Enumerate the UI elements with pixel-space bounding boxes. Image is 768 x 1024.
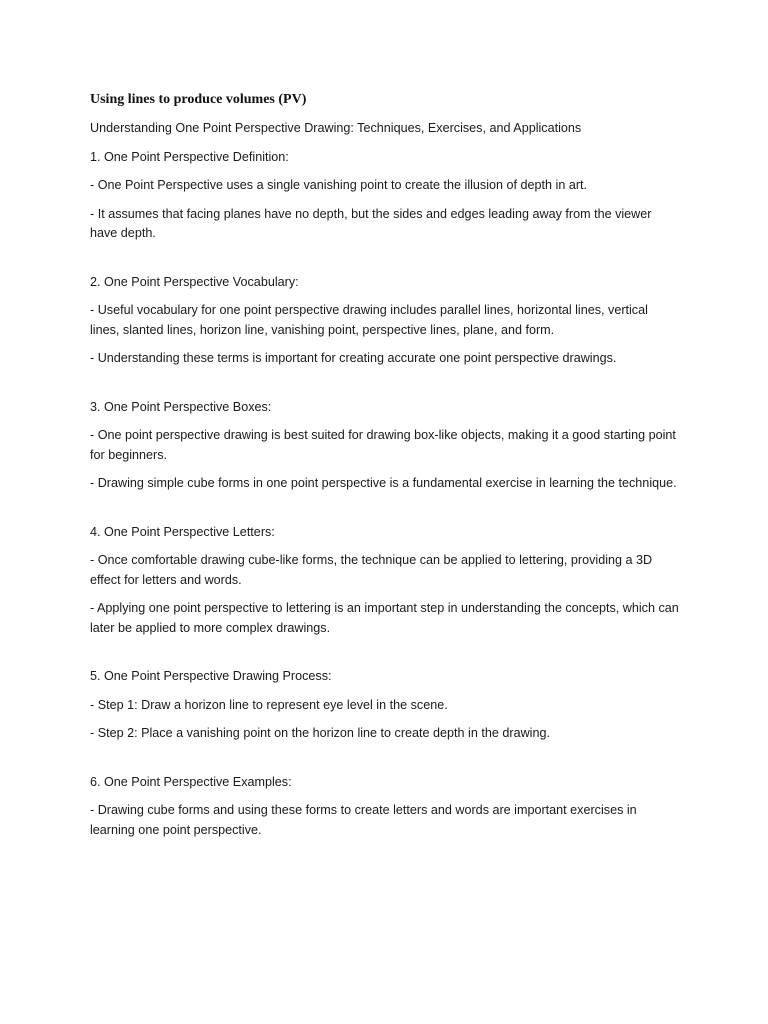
document-body bbox=[90, 90, 680, 849]
section-boxes bbox=[90, 398, 680, 494]
section-examples bbox=[90, 773, 680, 841]
section-paragraph: - Understanding these terms is important for creating accurate one point perspective drawings. bbox=[90, 351, 617, 365]
section-process bbox=[90, 667, 680, 744]
section-heading: 6. One Point Perspective Examples: bbox=[90, 774, 292, 789]
section-paragraph: - One Point Perspective uses a single vanishing point to create the illusion of depth in art. bbox=[90, 178, 588, 192]
section-heading: 3. One Point Perspective Boxes: bbox=[90, 399, 272, 414]
document-subtitle: Understanding One Point Perspective Drawing: Techniques, Exercises, and Applications bbox=[90, 121, 582, 135]
section-heading: 1. One Point Perspective Definition: bbox=[90, 149, 289, 164]
section-paragraph: - Drawing simple cube forms in one point perspective is a fundamental exercise in learning the technique. bbox=[90, 476, 677, 490]
section-vocabulary bbox=[90, 273, 680, 369]
section-paragraph: - It assumes that facing planes have no depth, but the sides and edges leading away from the viewer have depth. bbox=[90, 206, 652, 240]
document-title: Using lines to produce volumes (PV) bbox=[90, 92, 307, 107]
section-heading: 4. One Point Perspective Letters: bbox=[90, 524, 275, 539]
section-paragraph: - Applying one point perspective to lettering is an important step in understanding the concepts, which can later be applied to more complex drawings. bbox=[90, 601, 679, 635]
section-paragraph: - Step 1: Draw a horizon line to represent eye level in the scene. bbox=[90, 697, 448, 712]
section-paragraph: - Drawing cube forms and using these forms to create letters and words are important exercises in learning one point perspective. bbox=[90, 803, 637, 837]
section-heading: 2. One Point Perspective Vocabulary: bbox=[90, 274, 299, 289]
section-letters bbox=[90, 523, 680, 639]
section-paragraph: - Once comfortable drawing cube-like forms, the technique can be applied to lettering, providing a 3D effect for letters and words. bbox=[90, 553, 653, 587]
section-definition bbox=[90, 148, 680, 244]
section-paragraph: - Step 2: Place a vanishing point on the horizon line to create depth in the drawing. bbox=[90, 726, 550, 740]
section-paragraph: - One point perspective drawing is best suited for drawing box-like objects, making it a good starting point for beginners. bbox=[90, 428, 676, 462]
section-paragraph: - Useful vocabulary for one point perspective drawing includes parallel lines, horizontal lines, vertical lines, slanted lines, horizon line, vanishing point, perspective lines, plane, and form. bbox=[90, 303, 648, 337]
section-heading: 5. One Point Perspective Drawing Process: bbox=[90, 669, 332, 683]
